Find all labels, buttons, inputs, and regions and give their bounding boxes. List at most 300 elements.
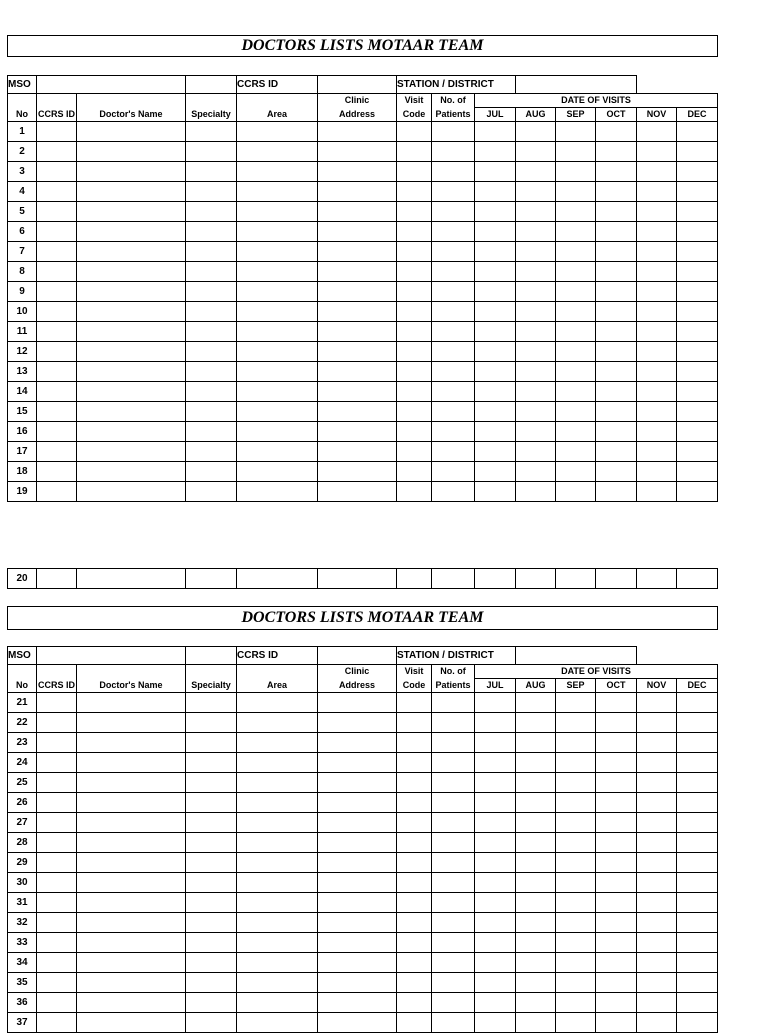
entry-cell[interactable] [556,993,596,1013]
station-district-value-cell[interactable] [516,76,637,94]
entry-cell[interactable] [432,182,475,202]
entry-cell[interactable] [596,1013,637,1033]
entry-cell[interactable] [637,873,677,893]
entry-cell[interactable] [556,893,596,913]
entry-cell[interactable] [677,462,718,482]
entry-cell[interactable] [556,933,596,953]
entry-cell[interactable] [596,773,637,793]
entry-cell[interactable] [516,382,556,402]
entry-cell[interactable] [397,913,432,933]
entry-cell[interactable] [397,953,432,973]
entry-cell[interactable] [516,482,556,502]
entry-cell[interactable] [186,422,237,442]
entry-cell[interactable] [77,382,186,402]
entry-cell[interactable] [318,973,397,993]
ccrs-id-value-cell[interactable] [318,76,397,94]
entry-cell[interactable] [475,973,516,993]
entry-cell[interactable] [397,322,432,342]
entry-cell[interactable] [397,853,432,873]
entry-cell[interactable] [397,813,432,833]
station-district-value-cell[interactable] [516,647,637,665]
entry-cell[interactable] [318,342,397,362]
entry-cell[interactable] [318,773,397,793]
entry-cell[interactable] [77,973,186,993]
entry-cell[interactable] [397,222,432,242]
entry-cell[interactable] [37,462,77,482]
entry-cell[interactable] [677,1013,718,1033]
entry-cell[interactable] [677,713,718,733]
entry-cell[interactable] [556,873,596,893]
mso-value-cell[interactable] [37,76,186,94]
entry-cell[interactable] [318,833,397,853]
entry-cell[interactable] [596,142,637,162]
entry-cell[interactable] [475,462,516,482]
entry-cell[interactable] [677,222,718,242]
entry-cell[interactable] [432,342,475,362]
entry-cell[interactable] [186,893,237,913]
entry-cell[interactable] [475,122,516,142]
entry-cell[interactable] [37,422,77,442]
entry-cell[interactable] [186,482,237,502]
entry-cell[interactable] [186,993,237,1013]
entry-cell[interactable] [237,833,318,853]
entry-cell[interactable] [186,973,237,993]
entry-cell[interactable] [516,933,556,953]
entry-cell[interactable] [186,853,237,873]
entry-cell[interactable] [637,993,677,1013]
entry-cell[interactable] [186,362,237,382]
entry-cell[interactable] [37,933,77,953]
entry-cell[interactable] [432,933,475,953]
entry-cell[interactable] [475,342,516,362]
entry-cell[interactable] [475,422,516,442]
entry-cell[interactable] [637,202,677,222]
entry-cell[interactable] [237,302,318,322]
entry-cell[interactable] [77,813,186,833]
entry-cell[interactable] [77,913,186,933]
entry-cell[interactable] [432,873,475,893]
entry-cell[interactable] [397,933,432,953]
entry-cell[interactable] [432,973,475,993]
entry-cell[interactable] [637,693,677,713]
entry-cell[interactable] [432,142,475,162]
entry-cell[interactable] [596,913,637,933]
entry-cell[interactable] [318,462,397,482]
entry-cell[interactable] [556,913,596,933]
entry-cell[interactable] [596,282,637,302]
entry-cell[interactable] [637,1013,677,1033]
entry-cell[interactable] [475,402,516,422]
entry-cell[interactable] [432,993,475,1013]
entry-cell[interactable] [77,282,186,302]
entry-cell[interactable] [677,793,718,813]
entry-cell[interactable] [397,382,432,402]
entry-cell[interactable] [475,873,516,893]
entry-cell[interactable] [637,833,677,853]
entry-cell[interactable] [397,1013,432,1033]
entry-cell[interactable] [677,933,718,953]
entry-cell[interactable] [397,973,432,993]
entry-cell[interactable] [77,833,186,853]
entry-cell[interactable] [556,302,596,322]
entry-cell[interactable] [432,362,475,382]
entry-cell[interactable] [186,142,237,162]
entry-cell[interactable] [37,382,77,402]
entry-cell[interactable] [237,693,318,713]
entry-cell[interactable] [37,182,77,202]
entry-cell[interactable] [516,142,556,162]
entry-cell[interactable] [186,282,237,302]
entry-cell[interactable] [677,813,718,833]
entry-cell[interactable] [318,422,397,442]
entry-cell[interactable] [318,262,397,282]
entry-cell[interactable] [237,202,318,222]
entry-cell[interactable] [397,302,432,322]
entry-cell[interactable] [37,873,77,893]
entry-cell[interactable] [432,753,475,773]
entry-cell[interactable] [475,913,516,933]
entry-cell[interactable] [237,182,318,202]
entry-cell[interactable] [397,422,432,442]
entry-cell[interactable] [677,342,718,362]
entry-cell[interactable] [516,402,556,422]
entry-cell[interactable] [475,833,516,853]
entry-cell[interactable] [556,222,596,242]
entry-cell[interactable] [77,733,186,753]
entry-cell[interactable] [397,182,432,202]
entry-cell[interactable] [77,202,186,222]
entry-cell[interactable] [186,933,237,953]
entry-cell[interactable] [237,322,318,342]
entry-cell[interactable] [432,953,475,973]
entry-cell[interactable] [677,482,718,502]
entry-cell[interactable] [432,382,475,402]
entry-cell[interactable] [318,482,397,502]
entry-cell[interactable] [397,142,432,162]
entry-cell[interactable] [516,122,556,142]
entry-cell[interactable] [556,342,596,362]
entry-cell[interactable] [237,853,318,873]
entry-cell[interactable] [596,122,637,142]
entry-cell[interactable] [237,873,318,893]
entry-cell[interactable] [516,462,556,482]
entry-cell[interactable] [432,913,475,933]
entry-cell[interactable] [77,362,186,382]
entry-cell[interactable] [516,162,556,182]
entry-cell[interactable] [677,362,718,382]
entry-cell[interactable] [318,282,397,302]
entry-cell[interactable] [516,262,556,282]
entry-cell[interactable] [596,973,637,993]
entry-cell[interactable] [237,342,318,362]
entry-cell[interactable] [516,1013,556,1033]
entry-cell[interactable] [432,282,475,302]
entry-cell[interactable] [475,222,516,242]
entry-cell[interactable] [397,202,432,222]
entry-cell[interactable] [596,402,637,422]
entry-cell[interactable] [186,342,237,362]
entry-cell[interactable] [475,182,516,202]
entry-cell[interactable] [596,422,637,442]
entry-cell[interactable] [237,953,318,973]
entry-cell[interactable] [237,993,318,1013]
entry-cell[interactable] [637,813,677,833]
entry-cell[interactable] [186,833,237,853]
entry-cell[interactable] [677,162,718,182]
entry-cell[interactable] [318,122,397,142]
entry-cell[interactable] [637,362,677,382]
entry-cell[interactable] [77,302,186,322]
entry-cell[interactable] [186,182,237,202]
entry-cell[interactable] [77,162,186,182]
entry-cell[interactable] [37,162,77,182]
entry-cell[interactable] [516,362,556,382]
entry-cell[interactable] [186,569,237,589]
entry-cell[interactable] [237,733,318,753]
entry-cell[interactable] [77,713,186,733]
entry-cell[interactable] [186,222,237,242]
entry-cell[interactable] [596,162,637,182]
entry-cell[interactable] [186,122,237,142]
entry-cell[interactable] [637,422,677,442]
entry-cell[interactable] [596,693,637,713]
entry-cell[interactable] [397,342,432,362]
entry-cell[interactable] [637,462,677,482]
entry-cell[interactable] [237,122,318,142]
entry-cell[interactable] [237,382,318,402]
entry-cell[interactable] [397,462,432,482]
entry-cell[interactable] [516,793,556,813]
entry-cell[interactable] [596,362,637,382]
entry-cell[interactable] [432,1013,475,1033]
entry-cell[interactable] [516,873,556,893]
entry-cell[interactable] [37,202,77,222]
entry-cell[interactable] [237,933,318,953]
entry-cell[interactable] [475,322,516,342]
entry-cell[interactable] [432,733,475,753]
entry-cell[interactable] [596,713,637,733]
entry-cell[interactable] [37,693,77,713]
entry-cell[interactable] [516,202,556,222]
entry-cell[interactable] [596,873,637,893]
entry-cell[interactable] [475,569,516,589]
entry-cell[interactable] [77,773,186,793]
entry-cell[interactable] [637,773,677,793]
entry-cell[interactable] [637,222,677,242]
entry-cell[interactable] [637,382,677,402]
entry-cell[interactable] [556,162,596,182]
entry-cell[interactable] [237,262,318,282]
entry-cell[interactable] [677,913,718,933]
entry-cell[interactable] [677,753,718,773]
entry-cell[interactable] [37,122,77,142]
entry-cell[interactable] [475,262,516,282]
entry-cell[interactable] [556,442,596,462]
entry-cell[interactable] [556,322,596,342]
entry-cell[interactable] [677,569,718,589]
entry-cell[interactable] [475,382,516,402]
entry-cell[interactable] [432,402,475,422]
entry-cell[interactable] [556,733,596,753]
entry-cell[interactable] [186,322,237,342]
entry-cell[interactable] [432,302,475,322]
entry-cell[interactable] [475,993,516,1013]
entry-cell[interactable] [475,142,516,162]
entry-cell[interactable] [37,222,77,242]
entry-cell[interactable] [677,282,718,302]
entry-cell[interactable] [556,1013,596,1033]
entry-cell[interactable] [318,993,397,1013]
entry-cell[interactable] [432,322,475,342]
entry-cell[interactable] [475,693,516,713]
entry-cell[interactable] [596,202,637,222]
entry-cell[interactable] [237,242,318,262]
entry-cell[interactable] [37,142,77,162]
entry-cell[interactable] [596,382,637,402]
entry-cell[interactable] [677,242,718,262]
entry-cell[interactable] [77,693,186,713]
mso-value-cell[interactable] [37,647,186,665]
entry-cell[interactable] [677,202,718,222]
entry-cell[interactable] [77,853,186,873]
entry-cell[interactable] [556,833,596,853]
entry-cell[interactable] [397,482,432,502]
entry-cell[interactable] [677,122,718,142]
entry-cell[interactable] [637,262,677,282]
entry-cell[interactable] [596,853,637,873]
entry-cell[interactable] [677,262,718,282]
entry-cell[interactable] [677,893,718,913]
entry-cell[interactable] [237,222,318,242]
entry-cell[interactable] [516,302,556,322]
entry-cell[interactable] [186,873,237,893]
entry-cell[interactable] [77,222,186,242]
entry-cell[interactable] [37,713,77,733]
entry-cell[interactable] [77,893,186,913]
entry-cell[interactable] [475,773,516,793]
entry-cell[interactable] [237,402,318,422]
entry-cell[interactable] [556,202,596,222]
entry-cell[interactable] [77,402,186,422]
entry-cell[interactable] [37,282,77,302]
entry-cell[interactable] [318,242,397,262]
entry-cell[interactable] [77,953,186,973]
entry-cell[interactable] [677,422,718,442]
entry-cell[interactable] [237,482,318,502]
entry-cell[interactable] [432,833,475,853]
entry-cell[interactable] [432,262,475,282]
entry-cell[interactable] [637,402,677,422]
entry-cell[interactable] [556,569,596,589]
entry-cell[interactable] [516,693,556,713]
entry-cell[interactable] [397,362,432,382]
entry-cell[interactable] [237,462,318,482]
entry-cell[interactable] [596,993,637,1013]
entry-cell[interactable] [37,322,77,342]
entry-cell[interactable] [637,953,677,973]
entry-cell[interactable] [432,162,475,182]
entry-cell[interactable] [596,482,637,502]
entry-cell[interactable] [516,813,556,833]
entry-cell[interactable] [318,953,397,973]
entry-cell[interactable] [596,893,637,913]
entry-cell[interactable] [596,442,637,462]
entry-cell[interactable] [318,302,397,322]
entry-cell[interactable] [237,893,318,913]
entry-cell[interactable] [475,1013,516,1033]
entry-cell[interactable] [432,482,475,502]
entry-cell[interactable] [237,773,318,793]
entry-cell[interactable] [37,342,77,362]
entry-cell[interactable] [516,893,556,913]
entry-cell[interactable] [37,402,77,422]
entry-cell[interactable] [37,993,77,1013]
entry-cell[interactable] [475,713,516,733]
entry-cell[interactable] [318,1013,397,1033]
entry-cell[interactable] [318,202,397,222]
entry-cell[interactable] [516,753,556,773]
entry-cell[interactable] [397,442,432,462]
entry-cell[interactable] [37,773,77,793]
entry-cell[interactable] [237,753,318,773]
entry-cell[interactable] [556,282,596,302]
entry-cell[interactable] [475,362,516,382]
entry-cell[interactable] [432,853,475,873]
entry-cell[interactable] [318,933,397,953]
entry-cell[interactable] [397,569,432,589]
entry-cell[interactable] [475,953,516,973]
entry-cell[interactable] [516,422,556,442]
entry-cell[interactable] [556,693,596,713]
entry-cell[interactable] [556,382,596,402]
entry-cell[interactable] [37,833,77,853]
entry-cell[interactable] [516,222,556,242]
entry-cell[interactable] [237,142,318,162]
entry-cell[interactable] [37,893,77,913]
entry-cell[interactable] [318,913,397,933]
entry-cell[interactable] [397,162,432,182]
entry-cell[interactable] [397,242,432,262]
entry-cell[interactable] [37,733,77,753]
entry-cell[interactable] [186,773,237,793]
entry-cell[interactable] [637,142,677,162]
entry-cell[interactable] [516,342,556,362]
entry-cell[interactable] [186,793,237,813]
entry-cell[interactable] [77,569,186,589]
entry-cell[interactable] [397,993,432,1013]
entry-cell[interactable] [237,442,318,462]
entry-cell[interactable] [637,793,677,813]
entry-cell[interactable] [556,402,596,422]
entry-cell[interactable] [556,953,596,973]
entry-cell[interactable] [318,162,397,182]
entry-cell[interactable] [637,122,677,142]
entry-cell[interactable] [432,422,475,442]
entry-cell[interactable] [397,753,432,773]
entry-cell[interactable] [475,442,516,462]
entry-cell[interactable] [677,142,718,162]
entry-cell[interactable] [637,342,677,362]
entry-cell[interactable] [596,222,637,242]
entry-cell[interactable] [77,422,186,442]
entry-cell[interactable] [475,162,516,182]
entry-cell[interactable] [556,482,596,502]
entry-cell[interactable] [637,162,677,182]
entry-cell[interactable] [556,142,596,162]
entry-cell[interactable] [318,793,397,813]
entry-cell[interactable] [596,753,637,773]
entry-cell[interactable] [318,733,397,753]
